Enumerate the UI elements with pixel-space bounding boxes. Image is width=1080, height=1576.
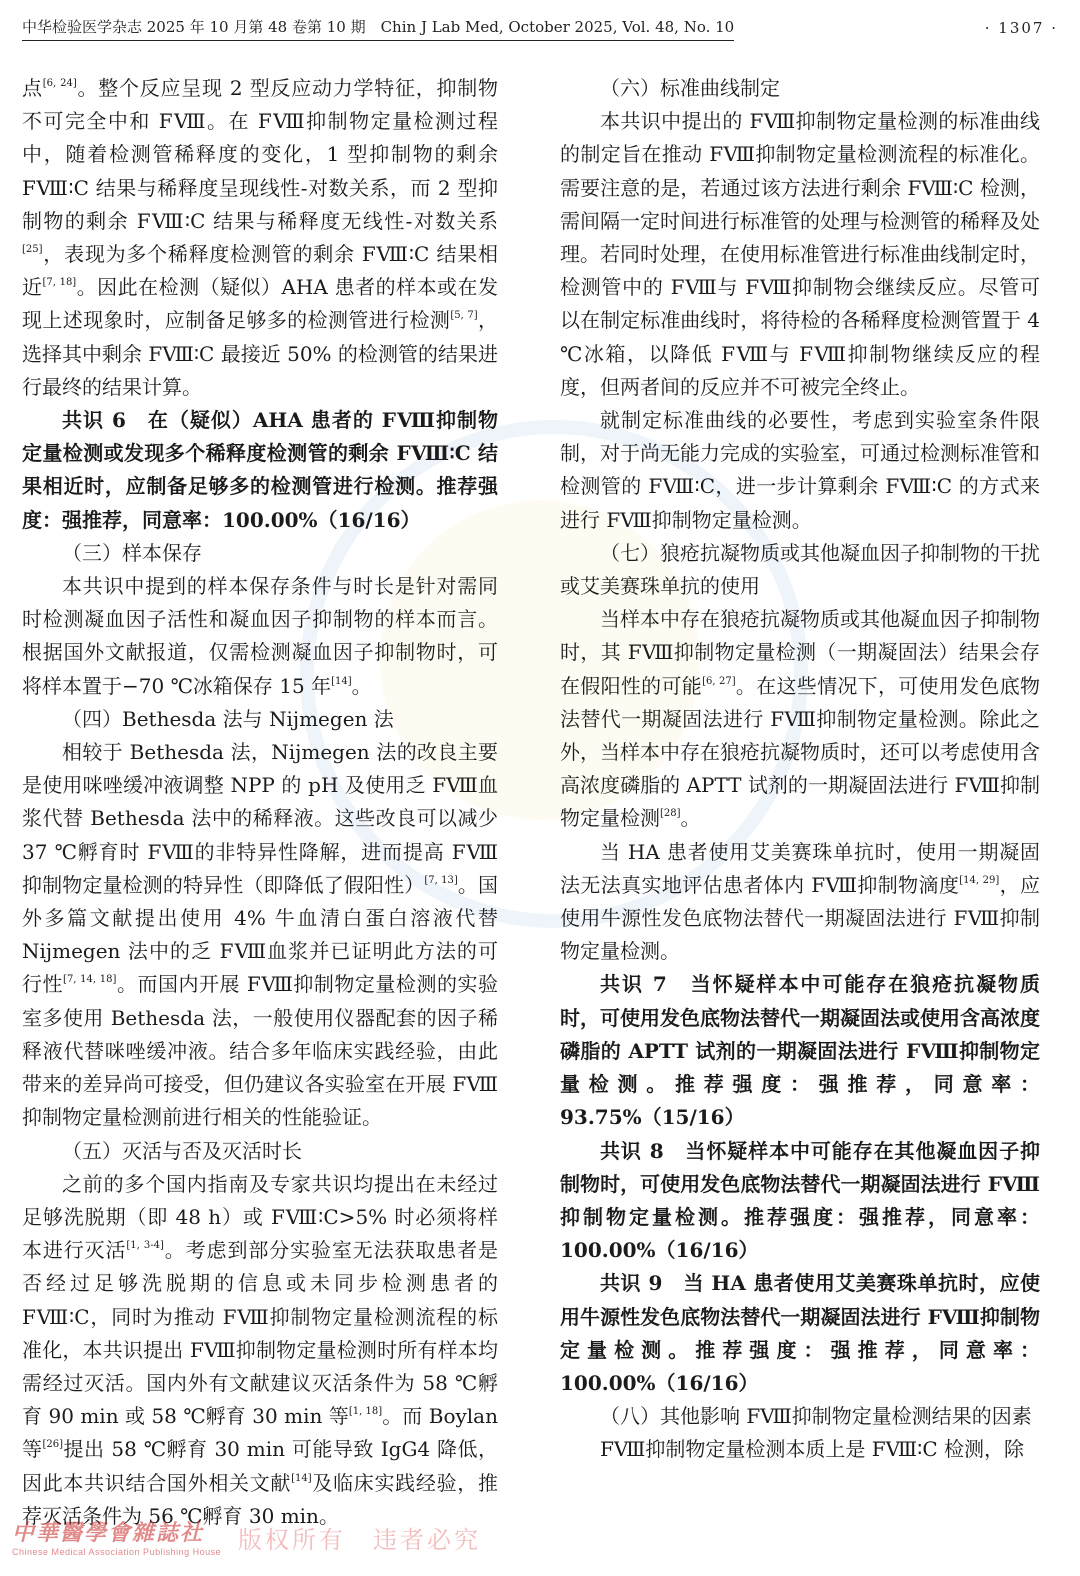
citation-ref[interactable]: [1, 18] xyxy=(348,1406,383,1418)
paragraph: 就制定标准曲线的必要性，考虑到实验室条件限制，对于尚无能力完成的实验室，可通过检测标准管和检测管的 FⅧ∶C，进一步计算剩余 FⅧ∶C 的方式来进行 FⅧ抑制物定量检测。 xyxy=(560,408,1040,532)
citation-ref[interactable]: [25] xyxy=(22,244,43,256)
citation-ref[interactable]: [14] xyxy=(291,1472,312,1484)
section-heading: （四）Bethesda 法与 Nijmegen 法 xyxy=(62,706,394,731)
paragraph: 之前的多个国内指南及专家共识均提出在未经过足够洗脱期（即 48 h）或 FⅧ∶C>5% 时必须将样本进行灭活[1, 3-4]。考虑到部分实验室无法获取患者是否经过足够洗脱期的信息或未同步检测患者的 FⅧ∶C，同时为推动 FⅧ抑制物定量检测流程的标准化，本共识提出 FⅧ抑制物定量检测时所有样本均需经过灭活。国内外有文献建议灭活条件为 58 ℃孵育 90 min 或 58 ℃孵育 30 min 等[1, 18]。而 Boylan 等[26]提出 58 ℃孵育 30 min 可能导致 IgG4 降低，因此本共识结合国外相关文献[14]及临床实践经验，推荐灭活条件为 56 ℃孵育 30 min。 xyxy=(22,1171,499,1528)
right-column xyxy=(560,72,1040,1467)
paragraph: 当 HA 患者使用艾美赛珠单抗时，使用一期凝固法无法真实地评估患者体内 FⅧ抑制物滴度[14, 29]，应使用牛源性发色底物法替代一期凝固法进行 FⅧ抑制物定量检测。 xyxy=(560,839,1041,964)
citation-ref[interactable]: [1, 3-4] xyxy=(126,1240,164,1252)
paragraph: 本共识中提到的样本保存条件与时长是针对需同时检测凝血因子活性和凝血因子抑制物的样本而言。根据国外文献报道，仅需检测凝血因子抑制物时，可将样本置于−70 ℃冰箱保存 15 年[14]。 xyxy=(22,574,498,698)
left-column xyxy=(22,72,498,1533)
consensus-9: 共识 9 当 HA 患者使用艾美赛珠单抗时，应使用牛源性发色底物法替代一期凝固法进行 FⅧ抑制物定量检测。推荐强度：强推荐，同意率：100.00%（16/16） xyxy=(560,1271,1040,1395)
section-heading: （五）灭活与否及灭活时长 xyxy=(62,1138,302,1163)
consensus-6: 共识 6 在（疑似）AHA 患者的 FⅧ抑制物定量检测或发现多个稀释度检测管的剩余 FⅧ∶C 结果相近时，应制备足够多的检测管进行检测。推荐强度：强推荐，同意率：100.00%（16/16） xyxy=(22,408,498,532)
consensus-7: 共识 7 当怀疑样本中可能存在狼疮抗凝物质时，可使用发色底物法替代一期凝固法或使用含高浓度磷脂的 APTT 试剂的一期凝固法进行 FⅧ抑制物定量检测。推荐强度：强推荐，同意率：93.75%（15/16） xyxy=(560,972,1040,1130)
copyright-watermark: 版权所有 违者必究 xyxy=(238,1526,481,1554)
citation-ref[interactable]: [14, 29] xyxy=(959,874,1000,886)
paragraph: 本共识中提出的 FⅧ抑制物定量检测的标准曲线的制定旨在推动 FⅧ抑制物定量检测流程的标准化。需要注意的是，若通过该方法进行剩余 FⅧ∶C 检测，需间隔一定时间进行标准管的处理与检测管的稀释及处理。若同时处理，在使用标准管进行标准曲线制定时，检测管中的 FⅧ与 FⅧ抑制物会继续反应。尽管可以在制定标准曲线时，将待检的各稀释度检测管置于 4 ℃冰箱，以降低 FⅧ与 FⅧ抑制物继续反应的程度，但两者间的反应并不可被完全终止。 xyxy=(560,109,1040,399)
consensus-8: 共识 8 当怀疑样本中可能存在其他凝血因子抑制物时，可使用发色底物法替代一期凝固法进行 FⅧ抑制物定量检测。推荐强度：强推荐，同意率：100.00%（16/16） xyxy=(560,1138,1040,1263)
citation-ref[interactable]: [5, 7] xyxy=(450,310,478,322)
citation-ref[interactable]: [6, 24] xyxy=(42,78,77,89)
publisher-name-cn: 中華醫學會雜誌社 xyxy=(12,1520,205,1546)
running-header xyxy=(22,14,1058,42)
publisher-logo xyxy=(12,1516,242,1566)
journal-citation: 中华检验医学杂志 2025 年 10 月第 48 卷第 10 期 Chin J Lab Med, October 2025, Vol. 48, No. 10 xyxy=(22,14,734,41)
paragraph: 点[6, 24]。整个反应呈现 2 型反应动力学特征，抑制物不可完全中和 FⅧ。在 FⅧ抑制物定量检测过程中，随着检测管稀释度的变化，1 型抑制物的剩余 FⅧ∶C 结果与稀释度呈现线性-对数关系，而 2 型抑制物的剩余 FⅧ∶C 结果与稀释度无线性-对数关系[25]，表现为多个稀释度检测管的剩余 FⅧ∶C 结果相近[7, 18]。因此在检测（疑似）AHA 患者的样本或在发现上述现象时，应制备足够多的检测管进行检测[5, 7]，选择其中剩余 FⅧ∶C 最接近 50% 的检测管的结果进行最终的结果计算。 xyxy=(22,76,499,399)
citation-ref[interactable]: [7, 18] xyxy=(42,277,77,289)
section-heading: （七）狼疮抗凝物质或其他凝血因子抑制物的干扰或艾美赛珠单抗的使用 xyxy=(560,540,1040,599)
section-heading: （三）样本保存 xyxy=(62,540,202,565)
section-heading: （八）其他影响 FⅧ抑制物定量检测结果的因素 xyxy=(600,1404,1032,1429)
section-heading: （六）标准曲线制定 xyxy=(600,76,780,100)
page-number: · 1307 · xyxy=(984,19,1058,37)
publisher-name-en: Chinese Medical Association Publishing House xyxy=(12,1547,222,1557)
citation-ref[interactable]: [26] xyxy=(42,1439,64,1451)
citation-ref[interactable]: [28] xyxy=(660,808,681,820)
paragraph: 相较于 Bethesda 法，Nijmegen 法的改良主要是使用咪唑缓冲液调整 NPP 的 pH 及使用乏 FⅧ血浆代替 Bethesda 法中的稀释液。这些改良可以减少 37 ℃孵育时 FⅧ的非特异性降解，进而提高 FⅧ抑制物定量检测的特异性（即降低了假阳性）[7, 13]。国外多篇文献提出使用 4% 牛血清白蛋白溶液代替 Nijmegen 法中的乏 FⅧ血浆并已证明此方法的可行性[7, 14, 18]。而国内开展 FⅧ抑制物定量检测的实验室多使用 Bethesda 法，一般使用仪器配套的因子稀释液代替咪唑缓冲液。结合多年临床实践经验，由此带来的差异尚可接受，但仍建议各实验室在开展 FⅧ抑制物定量检测前进行相关的性能验证。 xyxy=(22,740,499,1130)
paragraph: 当样本中存在狼疮抗凝物质或其他凝血因子抑制物时，其 FⅧ抑制物定量检测（一期凝固法）结果会存在假阳性的可能[6, 27]。在这些情况下，可使用发色底物法替代一期凝固法进行 FⅧ抑制物定量检测。除此之外，当样本中存在狼疮抗凝物质时，还可以考虑使用含高浓度磷脂的 APTT 试剂的一期凝固法进行 FⅧ抑制物定量检测[28]。 xyxy=(560,607,1041,831)
citation-ref[interactable]: [14] xyxy=(331,675,352,687)
citation-ref[interactable]: [7, 13] xyxy=(424,874,458,886)
citation-ref[interactable]: [6, 27] xyxy=(702,675,736,687)
paragraph: FⅧ抑制物定量检测本质上是 FⅧ∶C 检测，除 xyxy=(600,1437,1024,1462)
citation-ref[interactable]: [7, 14, 18] xyxy=(63,974,117,986)
